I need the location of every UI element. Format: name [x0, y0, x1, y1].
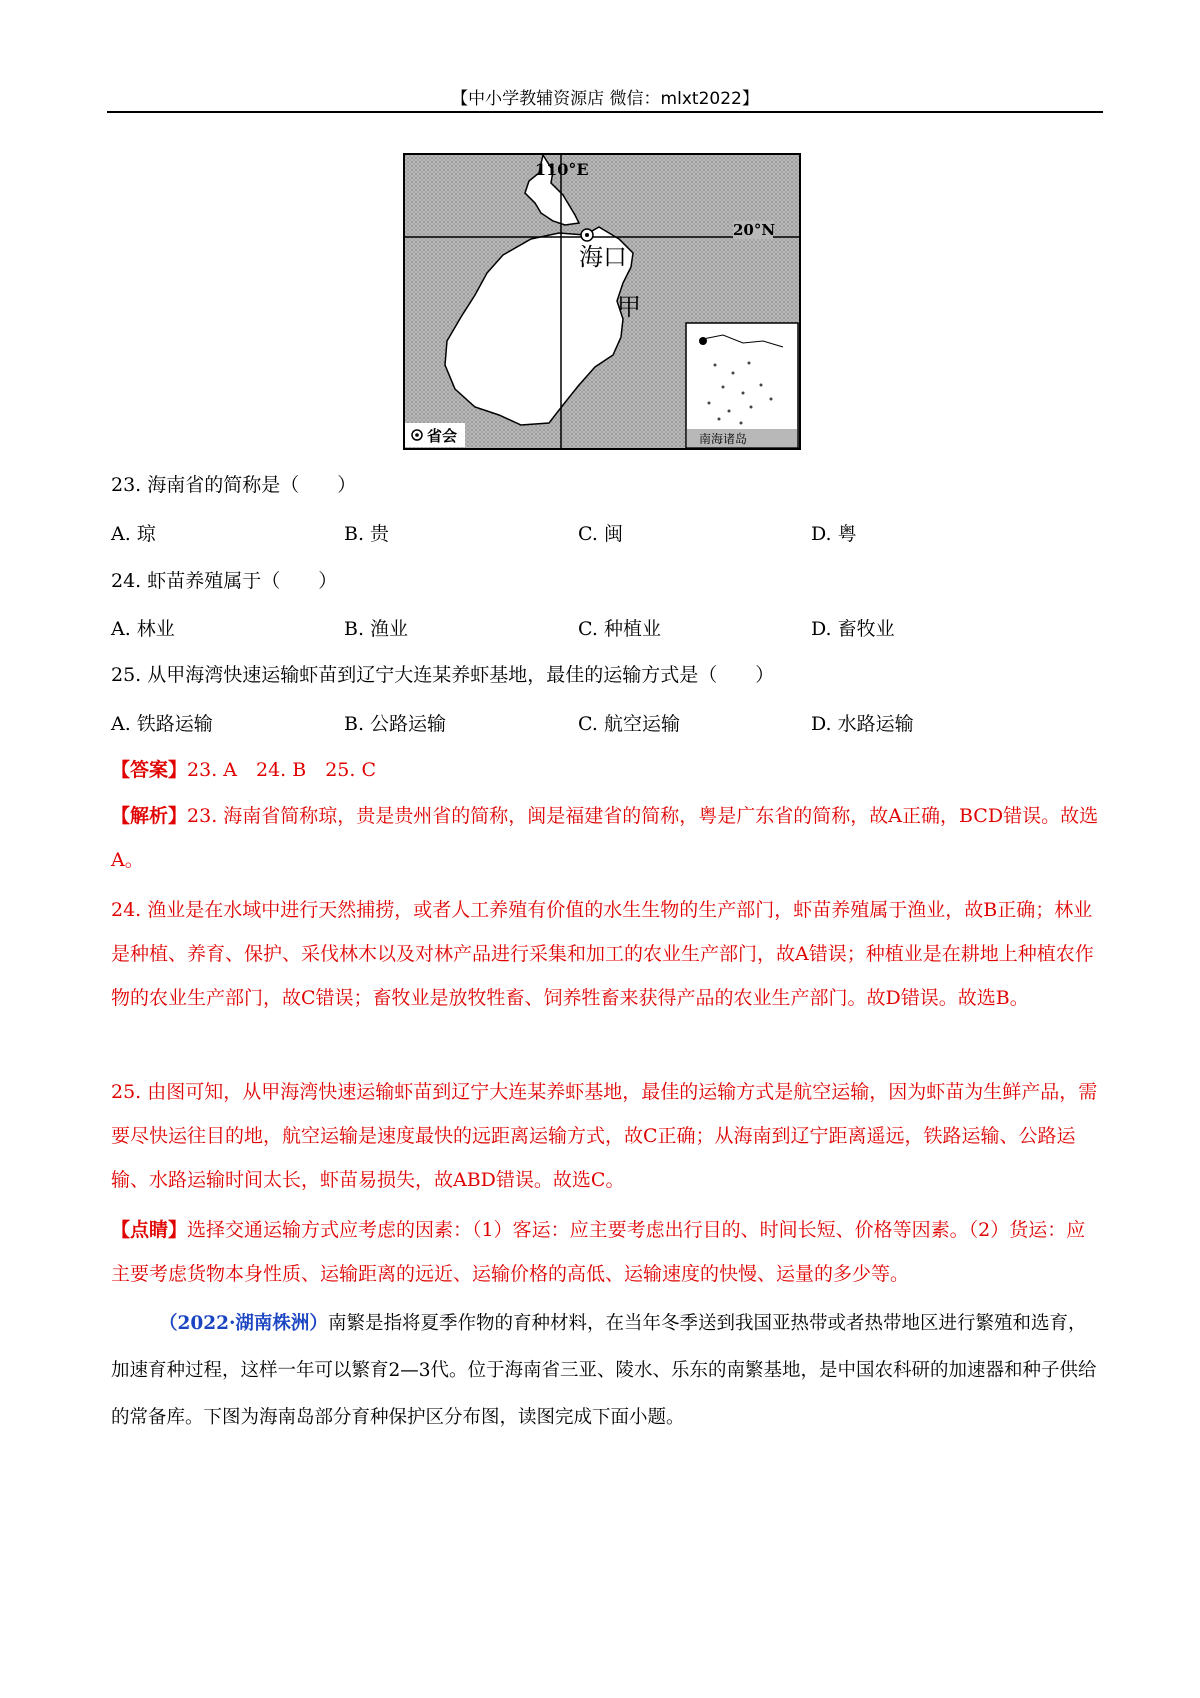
q25-option-c: C. 航空运输: [578, 713, 680, 735]
question-25-stem: 25. 从甲海湾快速运输虾苗到辽宁大连某养虾基地，最佳的运输方式是（ ）: [111, 664, 775, 686]
tip-paragraph: [111, 1208, 1101, 1296]
q24-option-b: B. 渔业: [344, 618, 409, 640]
q23-option-c: C. 闽: [578, 523, 623, 545]
page-header: 【中小学教辅资源店 微信：mlxt2022】: [451, 89, 759, 109]
lon-label: 110°E: [535, 160, 589, 179]
intro-source: （2022·湖南株洲）: [159, 1313, 328, 1334]
answer-label: 【答案】: [111, 759, 188, 781]
intro-paragraph: [111, 1300, 1101, 1441]
header-divider: [107, 111, 1103, 113]
question-24-stem: 24. 虾苗养殖属于（ ）: [111, 570, 338, 592]
hainan-map: [403, 153, 801, 450]
q25-option-b: B. 公路运输: [344, 713, 447, 735]
analysis-label: 【解析】: [111, 805, 188, 827]
analysis-25: 25. 由图可知，从甲海湾快速运输虾苗到辽宁大连某养虾基地，最佳的运输方式是航空运输，因为虾苗为生鲜产品，需要尽快运往目的地，航空运输是速度最快的远距离运输方式，故C正确；从海南到辽宁距离遥远，铁路运输、公路运输、水路运输时间太长，虾苗易损失，故ABD错误。故选C。: [111, 1081, 1098, 1191]
inset-label: 南海诸岛: [699, 432, 748, 446]
q23-option-a: A. 琼: [111, 523, 156, 545]
q25-option-d: D. 水路运输: [811, 713, 914, 735]
q24-option-c: C. 种植业: [578, 618, 661, 640]
point-jia-label: 甲: [617, 293, 641, 321]
q24-option-a: A. 林业: [111, 618, 175, 640]
analysis-24: 24. 渔业是在水域中进行天然捕捞，或者人工养殖有价值的水生生物的生产部门，虾苗养殖属于渔业，故B正确；林业是种植、养育、保护、采伐林木以及对林产品进行采集和加工的农业生产部门，故A错误；种植业是在耕地上种植农作物的农业生产部门，故C错误；畜牧业是放牧牲畜、饲养牲畜来获得产品的农业生产部门。故D错误。故选B。: [111, 899, 1094, 1009]
q24-option-d: D. 畜牧业: [811, 618, 895, 640]
tip-label: 【点睛】: [111, 1219, 188, 1241]
q25-option-a: A. 铁路运输: [111, 713, 213, 735]
analysis-23-text: 23. 海南省简称琼，贵是贵州省的简称，闽是福建省的简称，粤是广东省的简称，故A正确，BCD错误。故选A。: [111, 805, 1099, 871]
legend-label: 省会: [427, 427, 458, 445]
lat-label: 20°N: [733, 221, 776, 239]
intro-text: 南繁是指将夏季作物的育种材料，在当年冬季送到我国亚热带或者热带地区进行繁殖和选育，加速育种过程，这样一年可以繁育2—3代。位于海南省三亚、陵水、乐东的南繁基地，是中国农科研的加速器和种子供给的常备库。下图为海南岛部分育种保护区分布图，读图完成下面小题。: [111, 1313, 1097, 1428]
answer-text: 23. A 24. B 25. C: [187, 759, 377, 781]
question-23-stem: 23. 海南省的简称是（ ）: [111, 474, 357, 496]
q23-option-b: B. 贵: [344, 523, 390, 545]
analysis-23: [111, 794, 1101, 882]
capital-label: 海口: [579, 243, 627, 271]
q23-option-d: D. 粤: [811, 523, 857, 545]
answer-line: [111, 755, 376, 782]
tip-text: 选择交通运输方式应考虑的因素：（1）客运：应主要考虑出行目的、时间长短、价格等因素。（2）货运：应主要考虑货物本身性质、运输距离的远近、运输价格的高低、运输速度的快慢、运量的多少等。: [111, 1219, 1086, 1285]
